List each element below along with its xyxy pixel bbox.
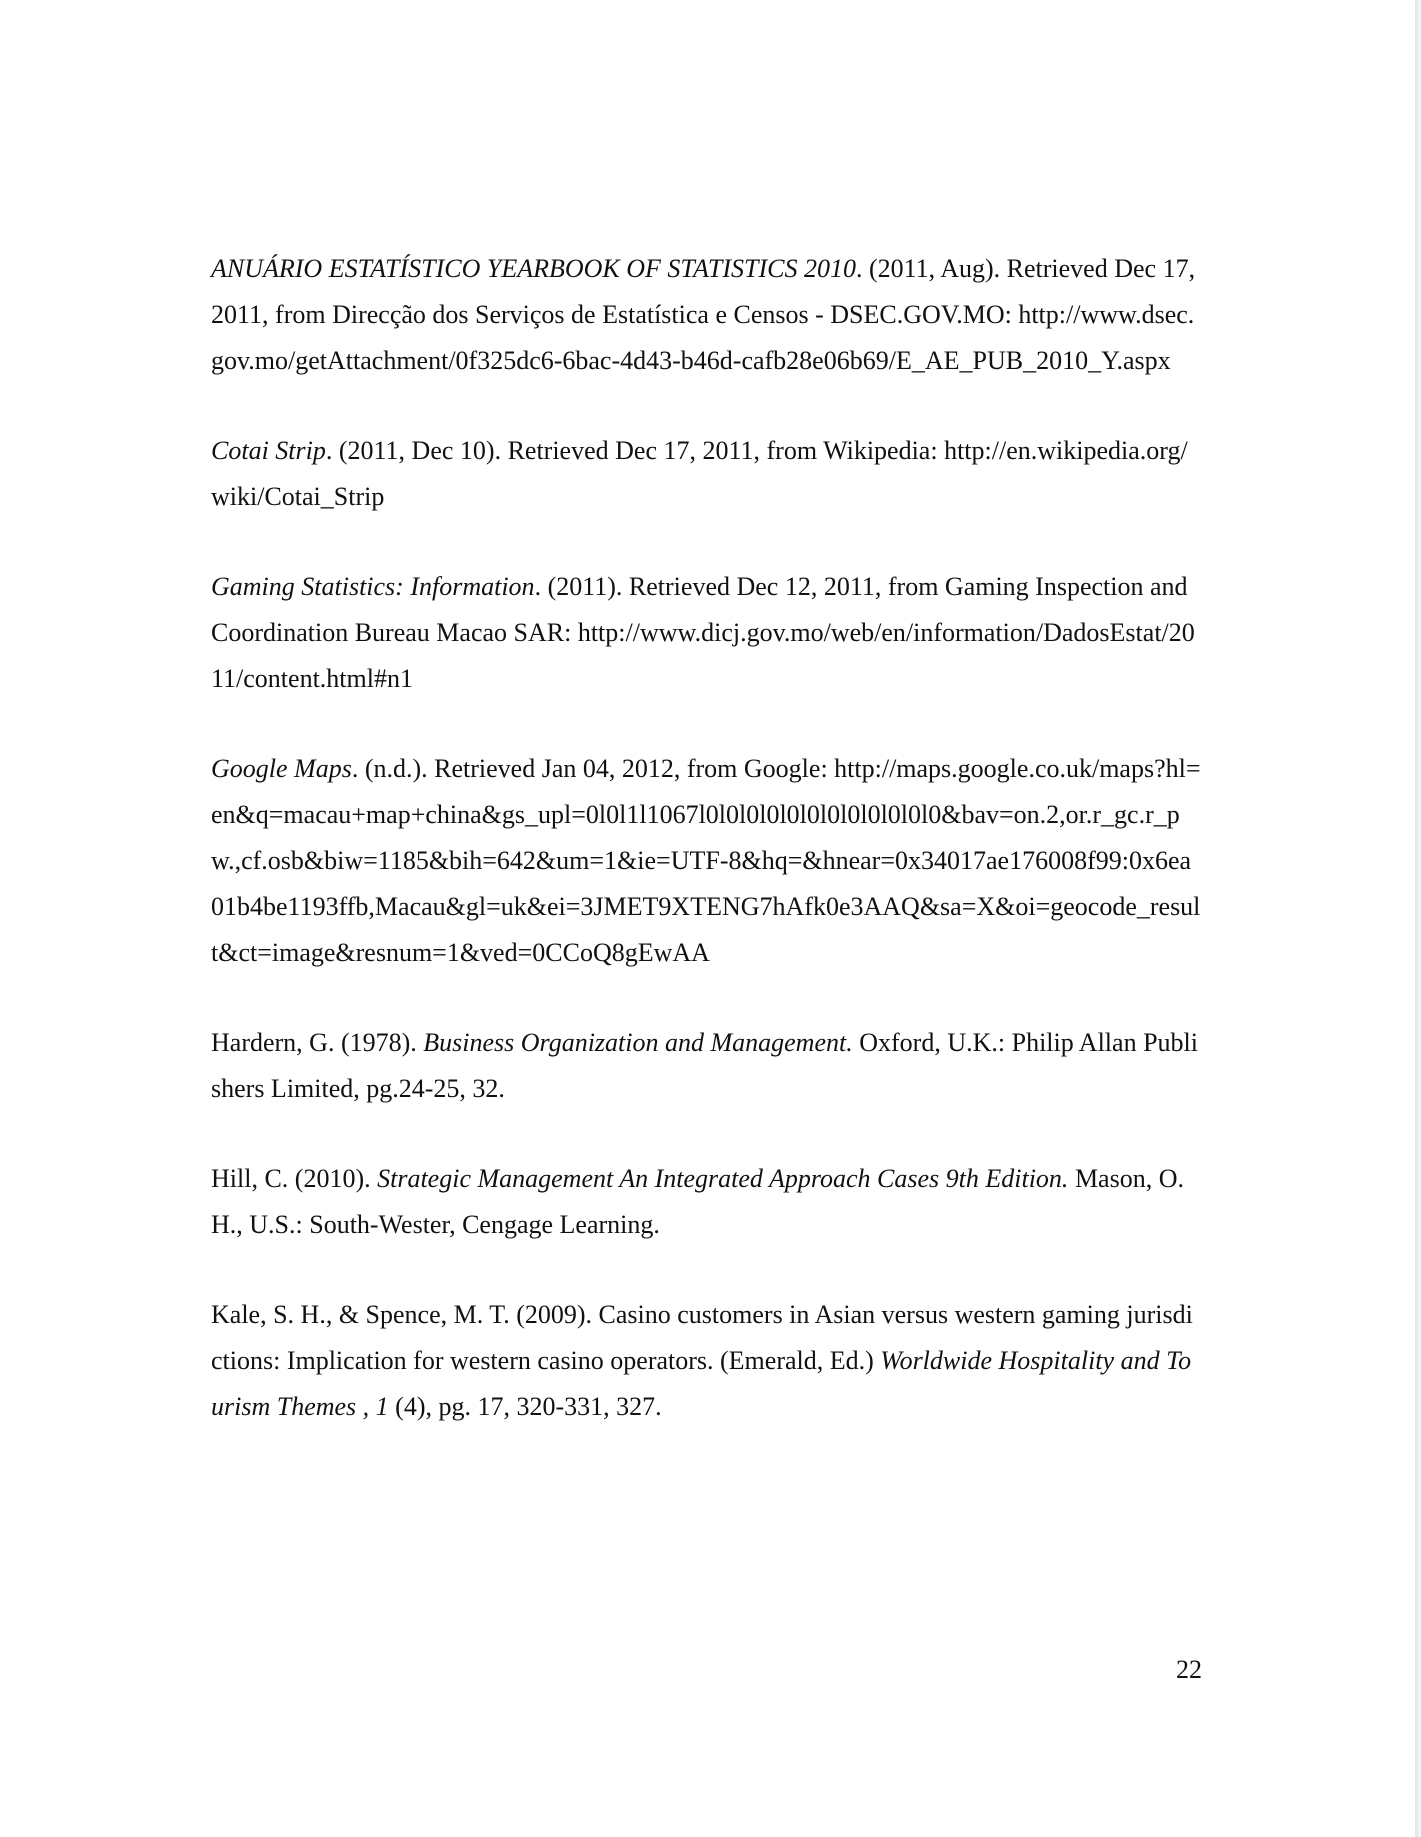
reference-details: Oxford, U.K.: Philip Allan Publishers Limited, pg.24-25, 32. xyxy=(211,1028,1198,1103)
reference-title: Gaming Statistics: Information xyxy=(211,572,535,601)
reference-title: Business Organization and Management. xyxy=(423,1028,853,1057)
reference-title: ANUÁRIO ESTATÍSTICO YEARBOOK OF STATISTICS 2010 xyxy=(211,254,856,283)
page-edge xyxy=(1415,0,1421,1837)
page-number: 22 xyxy=(1176,1655,1202,1684)
reference-item xyxy=(211,1156,1201,1248)
reference-item xyxy=(211,564,1201,702)
reference-item xyxy=(211,246,1201,384)
reference-item xyxy=(211,1292,1201,1430)
reference-title: Cotai Strip xyxy=(211,436,326,465)
reference-title: Worldwide Hospitality and Tourism Themes , 1 xyxy=(211,1346,1192,1421)
reference-title: Strategic Management An Integrated Approach Cases 9th Edition. xyxy=(377,1164,1069,1193)
reference-author: Hardern, G. (1978). xyxy=(211,1028,424,1057)
reference-details: . (2011, Aug). Retrieved Dec 17, 2011, from Direcção dos Serviços de Estatística e Censos - DSEC.GOV.MO: http://www.dsec.gov.mo/getAttachment/0f325dc6-6bac-4d43-b46d-cafb28e06b69/E_AE_PUB_2010_Y.aspx xyxy=(211,254,1196,375)
reference-details: . (2011). Retrieved Dec 12, 2011, from Gaming Inspection and Coordination Bureau Macao SAR: http://www.dicj.gov.mo/web/en/information/DadosEstat/2011/content.html#n1 xyxy=(211,572,1195,693)
reference-item xyxy=(211,428,1201,520)
reference-details: . (n.d.). Retrieved Jan 04, 2012, from Google: http://maps.google.co.uk/maps?hl=en&q=macau+map+china&gs_upl=0l0l1l1067l0l0l0l0l0l0l0l0l0l0l0l0&bav=on.2,or.r_gc.r_pw.,cf.osb&biw=1185&bih=642&um=1&ie=UTF-8&hq=&hnear=0x34017ae176008f99:0x6ea01b4be1193ffb,Macau&gl=uk&ei=3JMET9XTENG7hAfk0e3AAQ&sa=X&oi=geocode_result&ct=image&resnum=1&ved=0CCoQ8gEwAA xyxy=(211,754,1201,967)
reference-item xyxy=(211,1020,1201,1112)
reference-details: . (2011, Dec 10). Retrieved Dec 17, 2011, from Wikipedia: http://en.wikipedia.org/wiki/Cotai_Strip xyxy=(211,436,1188,511)
reference-item xyxy=(211,746,1201,976)
reference-details: Mason, O.H., U.S.: South-Wester, Cengage Learning. xyxy=(211,1164,1184,1239)
reference-list xyxy=(211,246,1201,1474)
reference-details: (4), pg. 17, 320-331, 327. xyxy=(388,1392,662,1421)
reference-title: Google Maps xyxy=(211,754,352,783)
reference-author: Hill, C. (2010). xyxy=(211,1164,378,1193)
reference-author: Kale, S. H., & Spence, M. T. (2009). Casino customers in Asian versus western gaming jurisdictions: Implication for western casino operators. (Emerald, Ed.) xyxy=(211,1300,1193,1375)
